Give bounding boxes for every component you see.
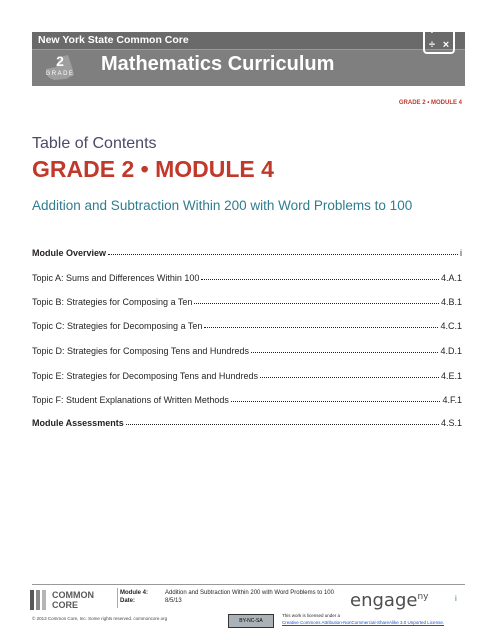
curriculum-title: Mathematics Curriculum (101, 53, 335, 75)
toc-entry-page: 4.A.1 (440, 273, 462, 283)
grade-number: 2 (56, 53, 64, 69)
toc-leader-dots (108, 254, 458, 255)
plus-symbol: + (428, 25, 436, 37)
toc-entry-page: 4.D.1 (440, 346, 462, 356)
toc-entry[interactable] (32, 415, 462, 428)
toc-leader-dots (201, 279, 439, 280)
toc-entry-label: Topic E: Strategies for Decomposing Tens and Hundreds (32, 371, 258, 381)
toc-label: Table of Contents (32, 135, 157, 152)
license-link[interactable]: Creative Commons Attribution-NonCommercial-ShareAlike 3.0 Unported License. (282, 620, 445, 625)
toc-entry-page: 4.S.1 (440, 418, 462, 428)
grade-badge (42, 53, 78, 83)
toc-entry[interactable] (32, 294, 462, 307)
common-core-bars-icon (30, 590, 50, 610)
license-line1: This work is licensed under a (282, 613, 341, 618)
breadcrumb: GRADE 2 • MODULE 4 (398, 100, 462, 106)
grade-word: GRADE (45, 71, 75, 77)
footer-vertical-rule (117, 588, 118, 608)
toc-entry[interactable] (32, 368, 462, 381)
toc-entry[interactable] (32, 318, 462, 331)
toc-entry-label: Topic B: Strategies for Composing a Ten (32, 297, 193, 307)
module-subtitle: Addition and Subtraction Within 200 with Word Problems to 100 (32, 198, 413, 213)
module-value: Addition and Subtraction Within 200 with Word Problems to 100 (165, 590, 334, 596)
toc-entry-label: Topic D: Strategies for Composing Tens and Hundreds (32, 346, 249, 356)
footer-keys (120, 589, 148, 605)
times-symbol: × (442, 39, 450, 51)
state-label: New York State Common Core (38, 34, 189, 46)
minus-symbol: − (442, 25, 450, 37)
header-strip (32, 32, 465, 50)
date-value: 8/5/13 (165, 598, 182, 604)
license-text (282, 612, 444, 626)
brand-sup: ny (417, 592, 429, 602)
brand-name: engage (350, 590, 418, 611)
toc-entry-label: Topic C: Strategies for Decomposing a Ten (32, 321, 203, 331)
logo-line2: CORE (52, 600, 79, 610)
toc-leader-dots (251, 352, 439, 353)
toc-entry-page: 4.B.1 (440, 297, 462, 307)
toc-entry-page: i (460, 248, 462, 258)
page-title: GRADE 2 • MODULE 4 (32, 156, 274, 182)
toc-entry[interactable] (32, 392, 462, 405)
toc-entry[interactable] (32, 343, 462, 356)
divide-symbol: ÷ (428, 39, 436, 51)
toc-entry-label: Module Overview (32, 248, 107, 258)
toc-entry[interactable] (32, 245, 462, 258)
toc-entry-label: Topic A: Sums and Differences Within 100 (32, 273, 200, 283)
toc-entry-page: 4.E.1 (440, 371, 462, 381)
toc-entry-page: 4.F.1 (442, 395, 462, 405)
toc-entry-label: Module Assessments (32, 418, 124, 428)
logo-line1: COMMON (52, 590, 94, 600)
engageny-logo (350, 590, 428, 611)
toc-leader-dots (126, 424, 439, 425)
toc-entry-label: Topic F: Student Explanations of Written Methods (32, 395, 229, 405)
toc-leader-dots (260, 377, 439, 378)
cc-license-badge[interactable]: BY-NC-SA (228, 614, 274, 628)
toc-entry[interactable] (32, 270, 462, 283)
module-key: Module 4: (120, 590, 148, 596)
date-key: Date: (120, 598, 136, 604)
header-band (32, 32, 465, 86)
toc-leader-dots (231, 401, 441, 402)
copyright-text: © 2013 Common Core, Inc. Some rights reserved. commoncore.org (32, 616, 168, 621)
toc-leader-dots (194, 303, 439, 304)
footer-values (165, 589, 334, 605)
math-operations-icon (423, 22, 455, 54)
common-core-logo (30, 590, 110, 612)
page-number: i (455, 594, 457, 603)
footer-divider (32, 584, 465, 585)
toc-entry-page: 4.C.1 (440, 321, 462, 331)
toc-leader-dots (204, 327, 438, 328)
